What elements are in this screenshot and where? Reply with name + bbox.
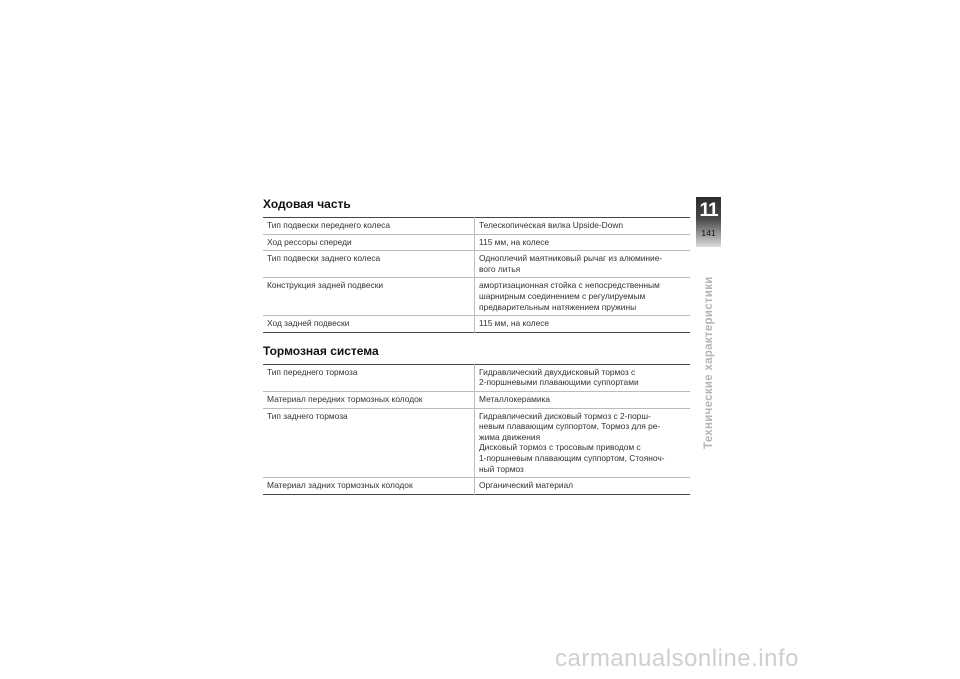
table-row [263,478,690,495]
chassis-table [263,217,690,333]
row-value: 115 мм, на колесе [475,234,691,251]
row-value: Гидравлический дисковый тормоз с 2-порш- невым плавающим суппортом, Тормоз для ре- жима движения Дисковый тормоз с тросовым приводом с 1-поршневым плавающим суппортом, Стояноч- ный тормоз [475,408,691,478]
row-value: 115 мм, на колесе [475,316,691,333]
row-value: Одноплечий маятниковый рычаг из алюминие- вого литья [475,251,691,278]
row-label: Тип подвески переднего колеса [263,218,475,235]
row-label: Тип подвески заднего колеса [263,251,475,278]
table-row [263,408,690,478]
table-row [263,278,690,316]
section-title-brakes: Тормозная система [263,343,379,358]
row-label: Ход задней подвески [263,316,475,333]
watermark: carmanualsonline.info [555,645,799,672]
table-row [263,316,690,333]
section-title-chassis: Ходовая часть [263,197,351,211]
row-label: Материал задних тормозных колодок [263,478,475,495]
table-row [263,218,690,235]
chapter-tab [696,197,721,247]
table-row [263,391,690,408]
chapter-side-title: Технические характеристики [703,276,715,449]
chapter-number: 11 [699,200,718,221]
row-value: Металлокерамика [475,391,691,408]
row-value: Гидравлический двухдисковый тормоз с 2-поршневыми плавающими суппортами [479,366,639,388]
spec-content [263,197,690,495]
row-label: Конструкция задней подвески [263,278,475,316]
row-label: Тип заднего тормоза [263,408,475,478]
table-row [263,251,690,278]
row-value: Телескопическая вилка Upside-Down [479,220,624,230]
row-label: Материал передних тормозных колодок [263,391,475,408]
row-label: Тип переднего тормоза [263,364,475,391]
row-label: Ход рессоры спереди [263,234,475,251]
table-row [263,234,690,251]
table-row [263,364,690,391]
row-value: амортизационная стойка с непосредственным шарнирным соединением с регулируемым предварительным натяжением пружины [475,278,691,316]
brakes-table [263,364,690,495]
row-value: Органический материал [475,478,691,495]
page-number: 141 [701,228,716,238]
